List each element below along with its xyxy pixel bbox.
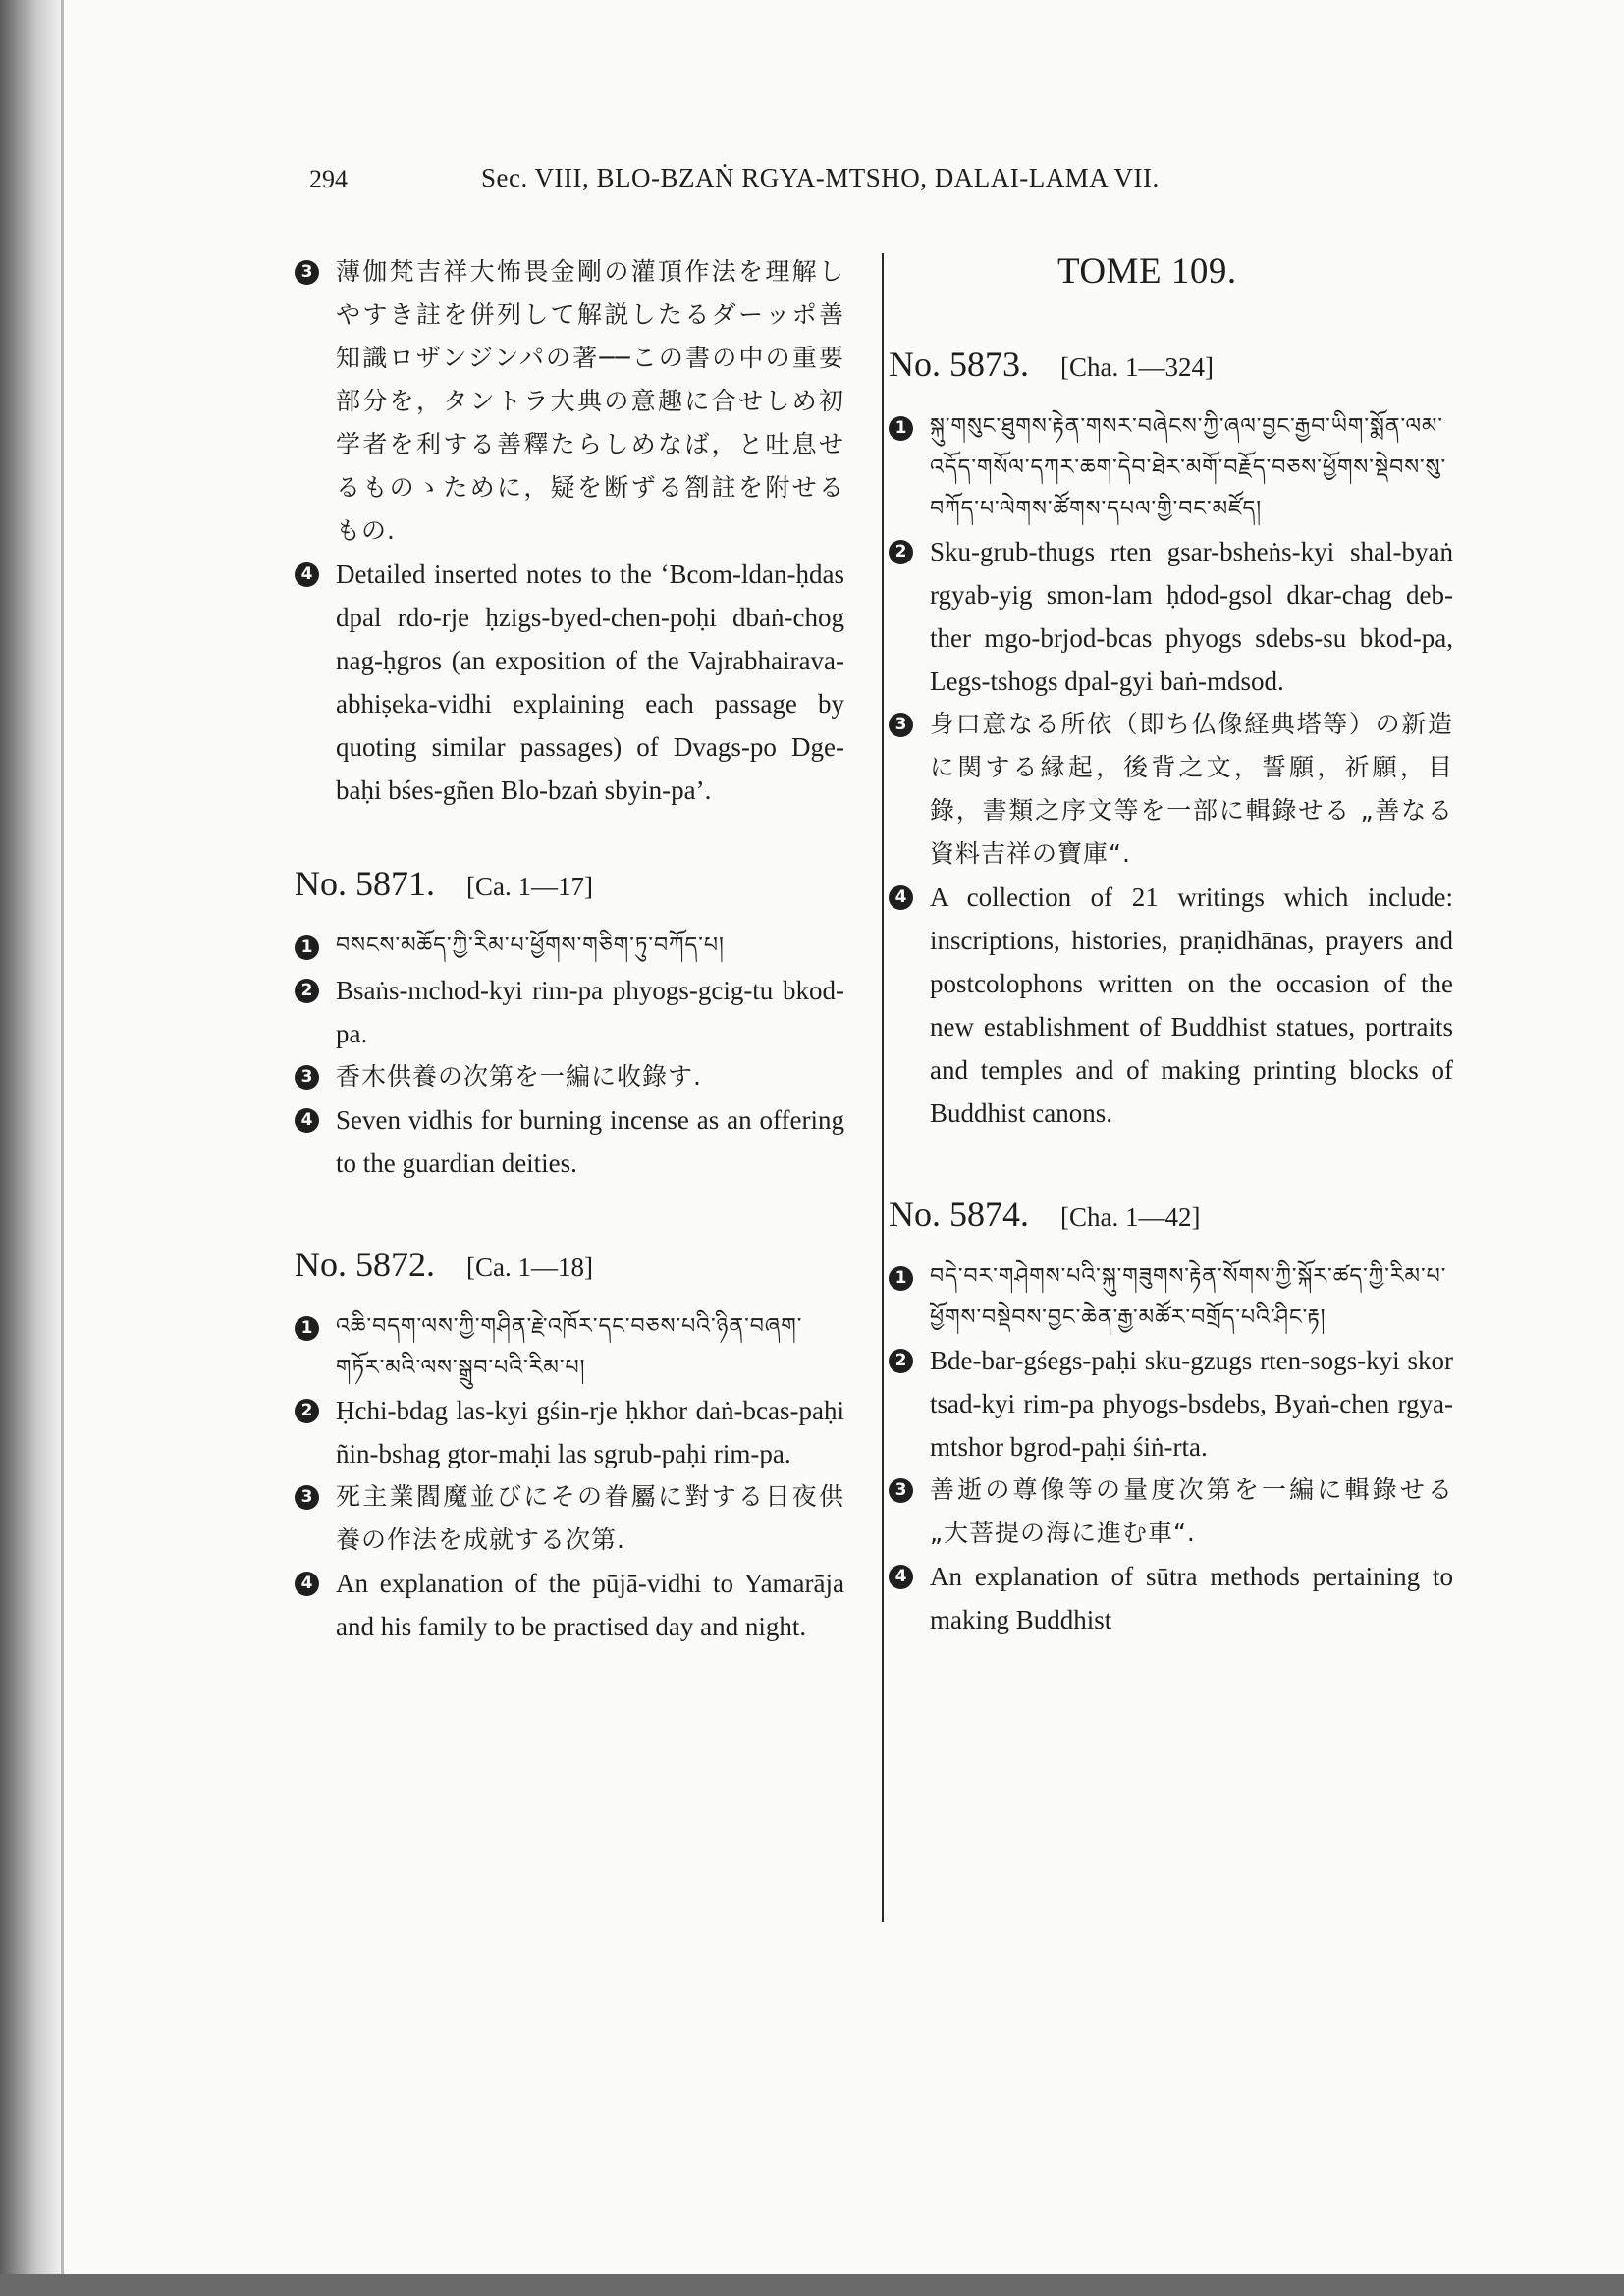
right-column xyxy=(889,250,1453,1641)
list-item xyxy=(889,406,1453,530)
list-item xyxy=(295,969,844,1055)
tome-title: TOME 109. xyxy=(1057,251,1237,292)
item-text-japanese: 身口意なる所依（即ち仏像経典塔等）の新造に関する縁起，後背之文，誓願，祈願，目錄，書類之序文等を一部に輯錄せる „善なる資料吉祥の寶庫“. xyxy=(930,710,1453,868)
item-text-transliteration: Bde-bar-gśegs-paḥi sku-gzugs rten-sogs-kyi skor tsad-kyi rim-pa phyogs-bsdebs, Byaṅ-chen rgya-mtshor bgrod-paḥi śiṅ-rta. xyxy=(930,1346,1453,1462)
left-column xyxy=(295,250,844,1648)
list-item xyxy=(295,1055,844,1098)
running-title: Sec. VIII, BLO-BZAṄ RGYA-MTSHO, DALAI-LAMA VII. xyxy=(481,163,1160,192)
entry-number: No. 5872. xyxy=(295,1245,435,1284)
item-text-japanese: 死主業閻魔並びにその眷屬に對する日夜供養の作法を成就する次第. xyxy=(336,1482,844,1554)
entry-reference: [Ca. 1—17] xyxy=(466,872,593,901)
item-text-transliteration: Bsaṅs-mchod-kyi rim-pa phyogs-gcig-tu bkod-pa. xyxy=(336,976,844,1048)
item-marker: 1 xyxy=(889,1256,930,1339)
catalog-entry-5874 xyxy=(889,1194,1453,1641)
page-number: 294 xyxy=(309,165,348,193)
list-item xyxy=(295,1389,844,1475)
item-text-english: A collection of 21 writings which include: inscriptions, histories, praṇidhānas, prayers and postcolophons written on the occasion of the new establishment of Buddhist statues, portraits and temples and of making printing blocks of Buddhist canons. xyxy=(930,882,1453,1128)
item-marker: 3 xyxy=(889,1468,930,1555)
entry-reference: [Cha. 1—324] xyxy=(1060,352,1214,382)
entry-reference: [Cha. 1—42] xyxy=(1060,1202,1201,1232)
item-marker: 1 xyxy=(889,406,930,530)
item-text-transliteration: Sku-grub-thugs rten gsar-bsheṅs-kyi shal-byaṅ rgyab-yig smon-lam ḥdod-gsol dkar-chag deb-ther mgo-brjod-bcas phyogs sdebs-su bkod-pa, Legs-tshogs dpal-gyi baṅ-mdsod. xyxy=(930,537,1453,696)
list-item xyxy=(889,876,1453,1135)
list-item xyxy=(889,703,1453,876)
list-item xyxy=(889,1468,1453,1555)
item-text-english: An explanation of sūtra methods pertaining to making Buddhist xyxy=(930,1562,1453,1634)
column-divider xyxy=(882,253,884,1922)
page-header xyxy=(0,157,1624,196)
item-text-tibetan: བསངས་མཆོད་ཀྱི་རིམ་པ་ཕྱོགས་གཅིག་ཏུ་བཀོད་པ། xyxy=(336,934,725,958)
list-item xyxy=(295,1562,844,1648)
item-marker: 2 xyxy=(295,969,336,1055)
item-text-transliteration: Ḥchi-bdag las-kyi gśin-rje ḥkhor daṅ-bcas-paḥi ñin-bshag gtor-maḥi las sgrub-paḥi rim-pa. xyxy=(336,1396,844,1468)
binding-line xyxy=(61,0,64,2296)
item-text-tibetan: སྐུ་གསུང་ཐུགས་རྟེན་གསར་བཞེངས་ཀྱི་ཞལ་བྱང་རྒྱབ་ཡིག་སྨོན་ལམ་འདོད་གསོལ་དཀར་ཆག་དེབ་ཐེར་མགོ་བརྗོད་བཅས་ཕྱོགས་སྡེབས་སུ་བཀོད་པ་ལེགས་ཚོགས་དཔལ་གྱི་བང་མཛོད། xyxy=(930,414,1447,521)
catalog-entry-5873 xyxy=(889,344,1453,1135)
item-marker: 1 xyxy=(295,926,336,969)
entry-heading xyxy=(889,344,1453,385)
list-item xyxy=(889,1256,1453,1339)
item-text-japanese: 香木供養の次第を一編に收錄す. xyxy=(336,1062,702,1091)
list-item xyxy=(889,1339,1453,1468)
item-marker: 1 xyxy=(295,1307,336,1389)
entry-number: No. 5874. xyxy=(889,1195,1029,1234)
entry-number: No. 5873. xyxy=(889,345,1029,384)
list-item xyxy=(295,553,844,812)
list-item xyxy=(295,926,844,969)
item-marker: 3 xyxy=(295,250,336,553)
item-marker: 2 xyxy=(295,1389,336,1475)
item-marker: 3 xyxy=(889,703,930,876)
item-text-tibetan: བདེ་བར་གཤེགས་པའི་སྐུ་གཟུགས་རྟེན་སོགས་ཀྱི་སྐོར་ཚད་ཀྱི་རིམ་པ་ཕྱོགས་བསྡེབས་བྱང་ཆེན་རྒྱ་མཚོར་བགྲོད་པའི་ཤིང་རྟ། xyxy=(930,1264,1447,1330)
item-text-japanese: 善逝の尊像等の量度次第を一編に輯錄せる „大菩提の海に進む車“. xyxy=(930,1475,1453,1547)
item-marker: 4 xyxy=(889,876,930,1135)
item-marker: 2 xyxy=(889,530,930,703)
item-marker: 4 xyxy=(295,1098,336,1185)
list-item xyxy=(295,1307,844,1389)
entry-heading xyxy=(295,1244,844,1285)
item-marker: 2 xyxy=(889,1339,930,1468)
list-item xyxy=(295,250,844,553)
item-text-english: An explanation of the pūjā-vidhi to Yamarāja and his family to be practised day and night. xyxy=(336,1569,844,1641)
item-marker: 3 xyxy=(295,1055,336,1098)
page-bottom-edge xyxy=(0,2274,1624,2296)
item-marker: 3 xyxy=(295,1475,336,1562)
list-item xyxy=(889,1555,1453,1641)
book-binding-edge xyxy=(0,0,61,2296)
entry-heading xyxy=(889,1194,1453,1235)
entry-heading xyxy=(295,863,844,904)
item-marker: 4 xyxy=(295,1562,336,1648)
item-text-english: Seven vidhis for burning incense as an offering to the guardian deities. xyxy=(336,1105,844,1178)
entry-reference: [Ca. 1—18] xyxy=(466,1253,593,1282)
list-item xyxy=(295,1475,844,1562)
item-text-tibetan: འཆི་བདག་ལས་ཀྱི་གཤིན་རྗེ་འཁོར་དང་བཅས་པའི་ཉིན་བཞག་གཏོར་མའི་ལས་སྒྲུབ་པའི་རིམ་པ། xyxy=(336,1314,803,1380)
catalog-entry-5871 xyxy=(295,863,844,1185)
catalog-entry-5872 xyxy=(295,1244,844,1648)
item-marker: 4 xyxy=(889,1555,930,1641)
list-item xyxy=(295,1098,844,1185)
item-text-english: Detailed inserted notes to the ‘Bcom-ldan-ḥdas dpal rdo-rje ḥzigs-byed-chen-poḥi dbaṅ-chog nag-ḥgros (an exposition of the Vajrabhairava-abhiṣeka-vidhi explaining each passage by quoting similar passages) of Dvags-po Dge-baḥi bśes-gñen Blo-bzaṅ sbyin-pa’. xyxy=(336,560,844,805)
list-item xyxy=(889,530,1453,703)
item-text-japanese: 薄伽梵吉祥大怖畏金剛の灌頂作法を理解しやすき註を併列して解説したるダーッポ善知識ロザンジンパの著──この書の中の重要部分を，タントラ大典の意趣に合せしめ初学者を利する善釋たらしめなば，と吐息せるものゝために，疑を断ずる劄註を附せるもの. xyxy=(336,257,844,545)
entry-number: No. 5871. xyxy=(295,864,435,903)
item-marker: 4 xyxy=(295,553,336,812)
